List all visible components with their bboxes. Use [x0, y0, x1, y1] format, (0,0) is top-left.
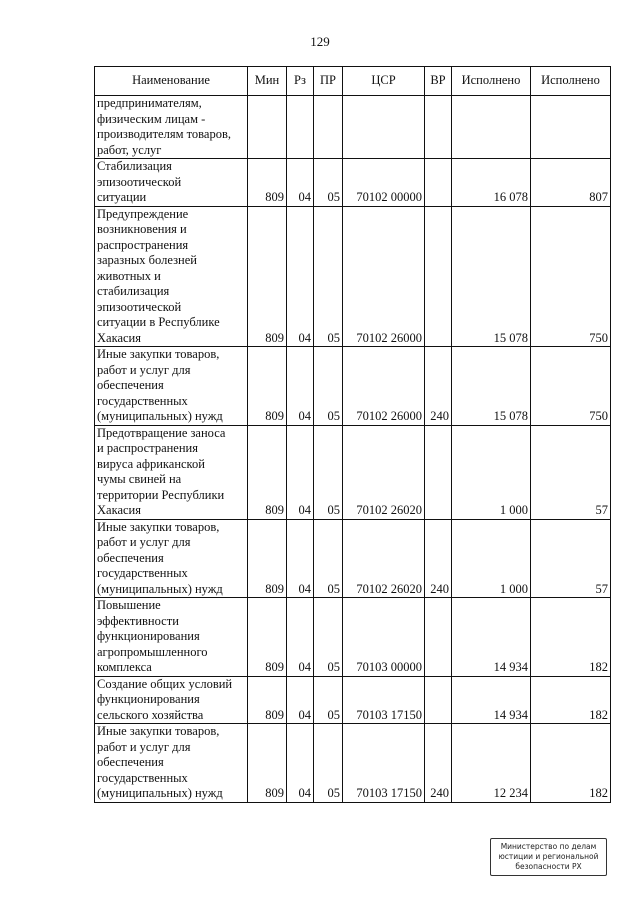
table-header-row [95, 67, 611, 96]
cell-name: Предотвращение заноса и распространения вируса африканской чумы свиней на территории Республики Хакасия [95, 425, 248, 519]
cell-csr: 70102 26000 [343, 206, 425, 347]
cell-pr [314, 96, 343, 159]
cell-vr [425, 159, 452, 207]
table-row [95, 206, 611, 347]
cell-min: 809 [248, 724, 287, 803]
cell-executed2: 807 [531, 159, 611, 207]
header-vr: ВР [425, 67, 452, 96]
cell-vr: 240 [425, 724, 452, 803]
budget-table [94, 66, 611, 803]
cell-name: Стабилизация эпизоотической ситуации [95, 159, 248, 207]
cell-executed1: 14 934 [452, 676, 531, 724]
header-executed-2: Исполнено [531, 67, 611, 96]
header-pr: ПР [314, 67, 343, 96]
header-name: Наименование [95, 67, 248, 96]
cell-rz: 04 [287, 519, 314, 598]
cell-csr: 70102 26000 [343, 347, 425, 426]
header-executed-1: Исполнено [452, 67, 531, 96]
cell-executed1: 12 234 [452, 724, 531, 803]
cell-vr [425, 96, 452, 159]
cell-csr: 70103 17150 [343, 724, 425, 803]
cell-pr: 05 [314, 347, 343, 426]
cell-name: Иные закупки товаров, работ и услуг для обеспечения государственных (муниципальных) нужд [95, 724, 248, 803]
cell-min: 809 [248, 425, 287, 519]
cell-executed2: 182 [531, 724, 611, 803]
cell-rz: 04 [287, 206, 314, 347]
header-min: Мин [248, 67, 287, 96]
cell-csr: 70102 00000 [343, 159, 425, 207]
cell-pr: 05 [314, 724, 343, 803]
cell-executed1: 1 000 [452, 425, 531, 519]
cell-executed2: 57 [531, 519, 611, 598]
cell-vr [425, 676, 452, 724]
cell-name: Иные закупки товаров, работ и услуг для обеспечения государственных (муниципальных) нужд [95, 519, 248, 598]
cell-csr [343, 96, 425, 159]
cell-pr: 05 [314, 206, 343, 347]
cell-executed1: 1 000 [452, 519, 531, 598]
cell-executed1: 16 078 [452, 159, 531, 207]
cell-pr: 05 [314, 425, 343, 519]
cell-rz: 04 [287, 159, 314, 207]
cell-vr [425, 425, 452, 519]
table-body [95, 96, 611, 803]
cell-vr: 240 [425, 519, 452, 598]
table-row [95, 159, 611, 207]
header-rz: Рз [287, 67, 314, 96]
cell-executed2: 750 [531, 206, 611, 347]
cell-rz: 04 [287, 598, 314, 677]
cell-rz: 04 [287, 347, 314, 426]
cell-name: Повышение эффективности функционирования агропромышленного комплекса [95, 598, 248, 677]
cell-executed2: 182 [531, 598, 611, 677]
cell-rz: 04 [287, 425, 314, 519]
cell-executed2: 57 [531, 425, 611, 519]
cell-name: Иные закупки товаров, работ и услуг для обеспечения государственных (муниципальных) нужд [95, 347, 248, 426]
cell-min: 809 [248, 347, 287, 426]
header-csr: ЦСР [343, 67, 425, 96]
cell-min: 809 [248, 676, 287, 724]
cell-min: 809 [248, 206, 287, 347]
cell-pr: 05 [314, 159, 343, 207]
cell-name: предпринимателям, физическим лицам - производителям товаров, работ, услуг [95, 96, 248, 159]
table-row [95, 598, 611, 677]
cell-csr: 70103 00000 [343, 598, 425, 677]
table-row [95, 425, 611, 519]
cell-executed1: 15 078 [452, 347, 531, 426]
page-number: 129 [310, 34, 330, 49]
cell-vr: 240 [425, 347, 452, 426]
cell-rz: 04 [287, 676, 314, 724]
cell-executed2: 750 [531, 347, 611, 426]
ministry-stamp: Министерство по делам юстиции и региональной безопасности РХ [490, 838, 607, 876]
table-row [95, 676, 611, 724]
cell-min: 809 [248, 159, 287, 207]
cell-rz [287, 96, 314, 159]
cell-rz: 04 [287, 724, 314, 803]
cell-executed2: 182 [531, 676, 611, 724]
cell-csr: 70103 17150 [343, 676, 425, 724]
table-row [95, 724, 611, 803]
cell-executed1 [452, 96, 531, 159]
cell-vr [425, 206, 452, 347]
cell-vr [425, 598, 452, 677]
cell-pr: 05 [314, 598, 343, 677]
table-row [95, 347, 611, 426]
cell-min: 809 [248, 519, 287, 598]
cell-min [248, 96, 287, 159]
cell-name: Создание общих условий функционирования сельского хозяйства [95, 676, 248, 724]
cell-executed1: 14 934 [452, 598, 531, 677]
cell-executed1: 15 078 [452, 206, 531, 347]
cell-name: Предупреждение возникновения и распространения заразных болезней животных и стабилизация эпизоотической ситуации в Республике Хакасия [95, 206, 248, 347]
cell-pr: 05 [314, 676, 343, 724]
cell-csr: 70102 26020 [343, 425, 425, 519]
table-row [95, 96, 611, 159]
cell-min: 809 [248, 598, 287, 677]
cell-pr: 05 [314, 519, 343, 598]
cell-csr: 70102 26020 [343, 519, 425, 598]
cell-executed2 [531, 96, 611, 159]
table-row [95, 519, 611, 598]
